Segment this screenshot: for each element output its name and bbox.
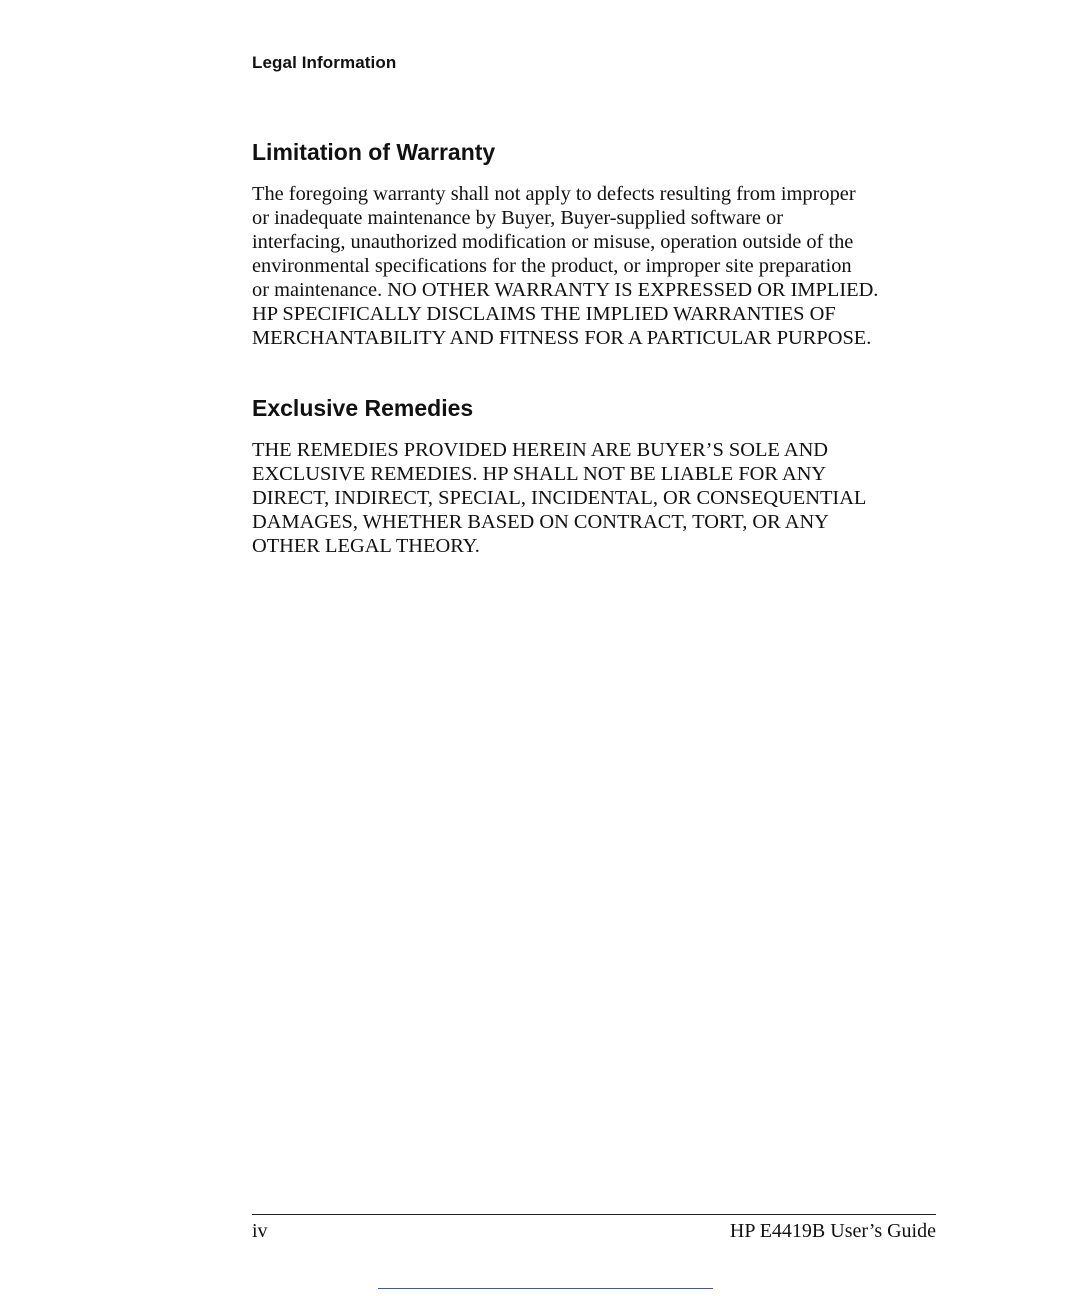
section-paragraph: The foregoing warranty shall not apply to defects resulting from improper or inadequate maintenance by Buyer, Buyer-supplied software or interfacing, unauthorized modification or misuse, operation outside of the environmental specifications for the product, or improper site preparation or maintenance. NO OTHER WARRANTY IS EXPRESSED OR IMPLIED. HP SPECIFICALLY DISCLAIMS THE IMPLIED WARRANTIES OF MERCHANTABILITY AND FITNESS FOR A PARTICULAR PURPOSE.	[252, 183, 879, 349]
page-number: iv	[252, 1220, 268, 1242]
guide-title: HP E4419B User’s Guide	[729, 1220, 936, 1242]
section-limitation-of-warranty	[252, 138, 942, 350]
page-content	[252, 138, 942, 558]
section-exclusive-remedies	[252, 394, 942, 558]
section-heading: Exclusive Remedies	[252, 395, 474, 421]
link-underline[interactable]	[378, 1288, 713, 1289]
section-paragraph: THE REMEDIES PROVIDED HEREIN ARE BUYER’S SOLE AND EXCLUSIVE REMEDIES. HP SHALL NOT BE LIABLE FOR ANY DIRECT, INDIRECT, SPECIAL, INCIDENTAL, OR CONSEQUENTIAL DAMAGES, WHETHER BASED ON CONTRACT, TORT, OR ANY OTHER LEGAL THEORY.	[252, 439, 867, 557]
footer-divider	[252, 1214, 936, 1215]
running-header: Legal Information	[252, 53, 397, 72]
section-heading: Limitation of Warranty	[252, 139, 496, 165]
